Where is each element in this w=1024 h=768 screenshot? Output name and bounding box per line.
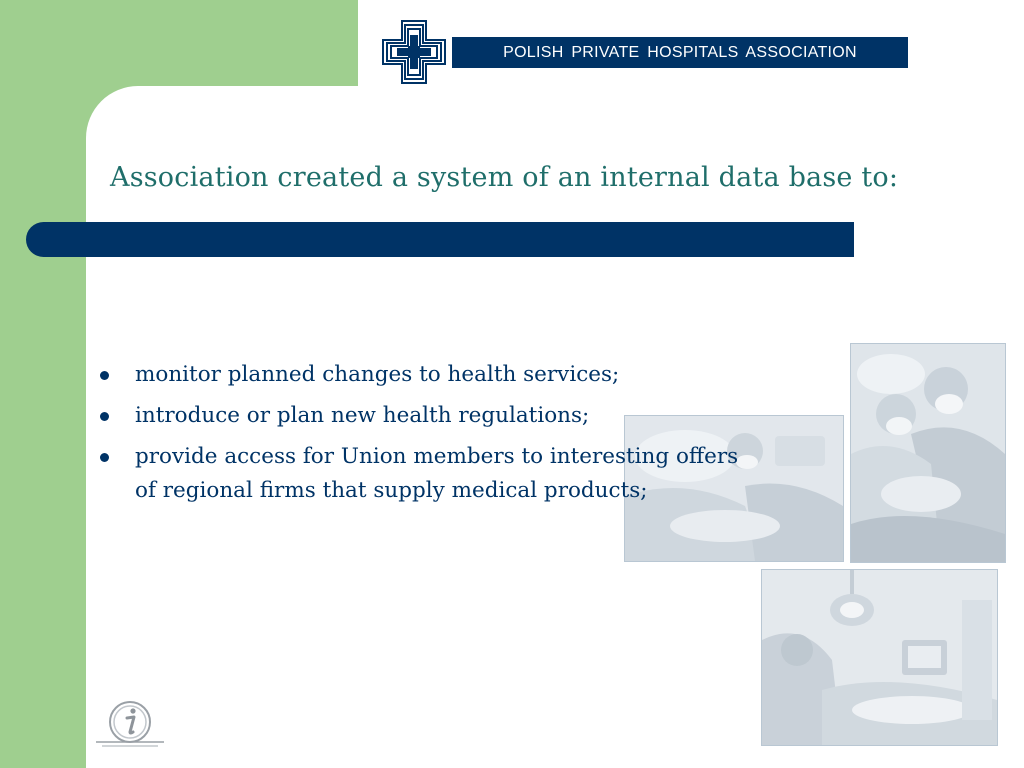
bullet-text: introduce or plan new health regulations; [135,403,590,428]
bullet-list [96,358,916,515]
slide-title: Association created a system of an internal data base to: [110,162,899,193]
info-icon[interactable] [92,696,168,750]
bullet-dot-icon [100,412,109,421]
bullet-text: provide access for Union members to interesting offers of regional firms that supply medical products; [135,444,739,503]
bullet-dot-icon [100,453,109,462]
list-item [96,358,916,392]
hospital-cross-logo-icon [382,20,446,84]
list-item [96,440,916,508]
surgery-lamp-photo [761,569,998,746]
logo-text: POLISH PRIVATE HOSPITALS ASSOCIATION [452,37,908,68]
bullet-text: monitor planned changes to health services; [135,362,620,387]
title-underline-bar [26,222,854,257]
list-item [96,399,916,433]
bullet-dot-icon [100,371,109,380]
logo-banner [382,20,908,84]
